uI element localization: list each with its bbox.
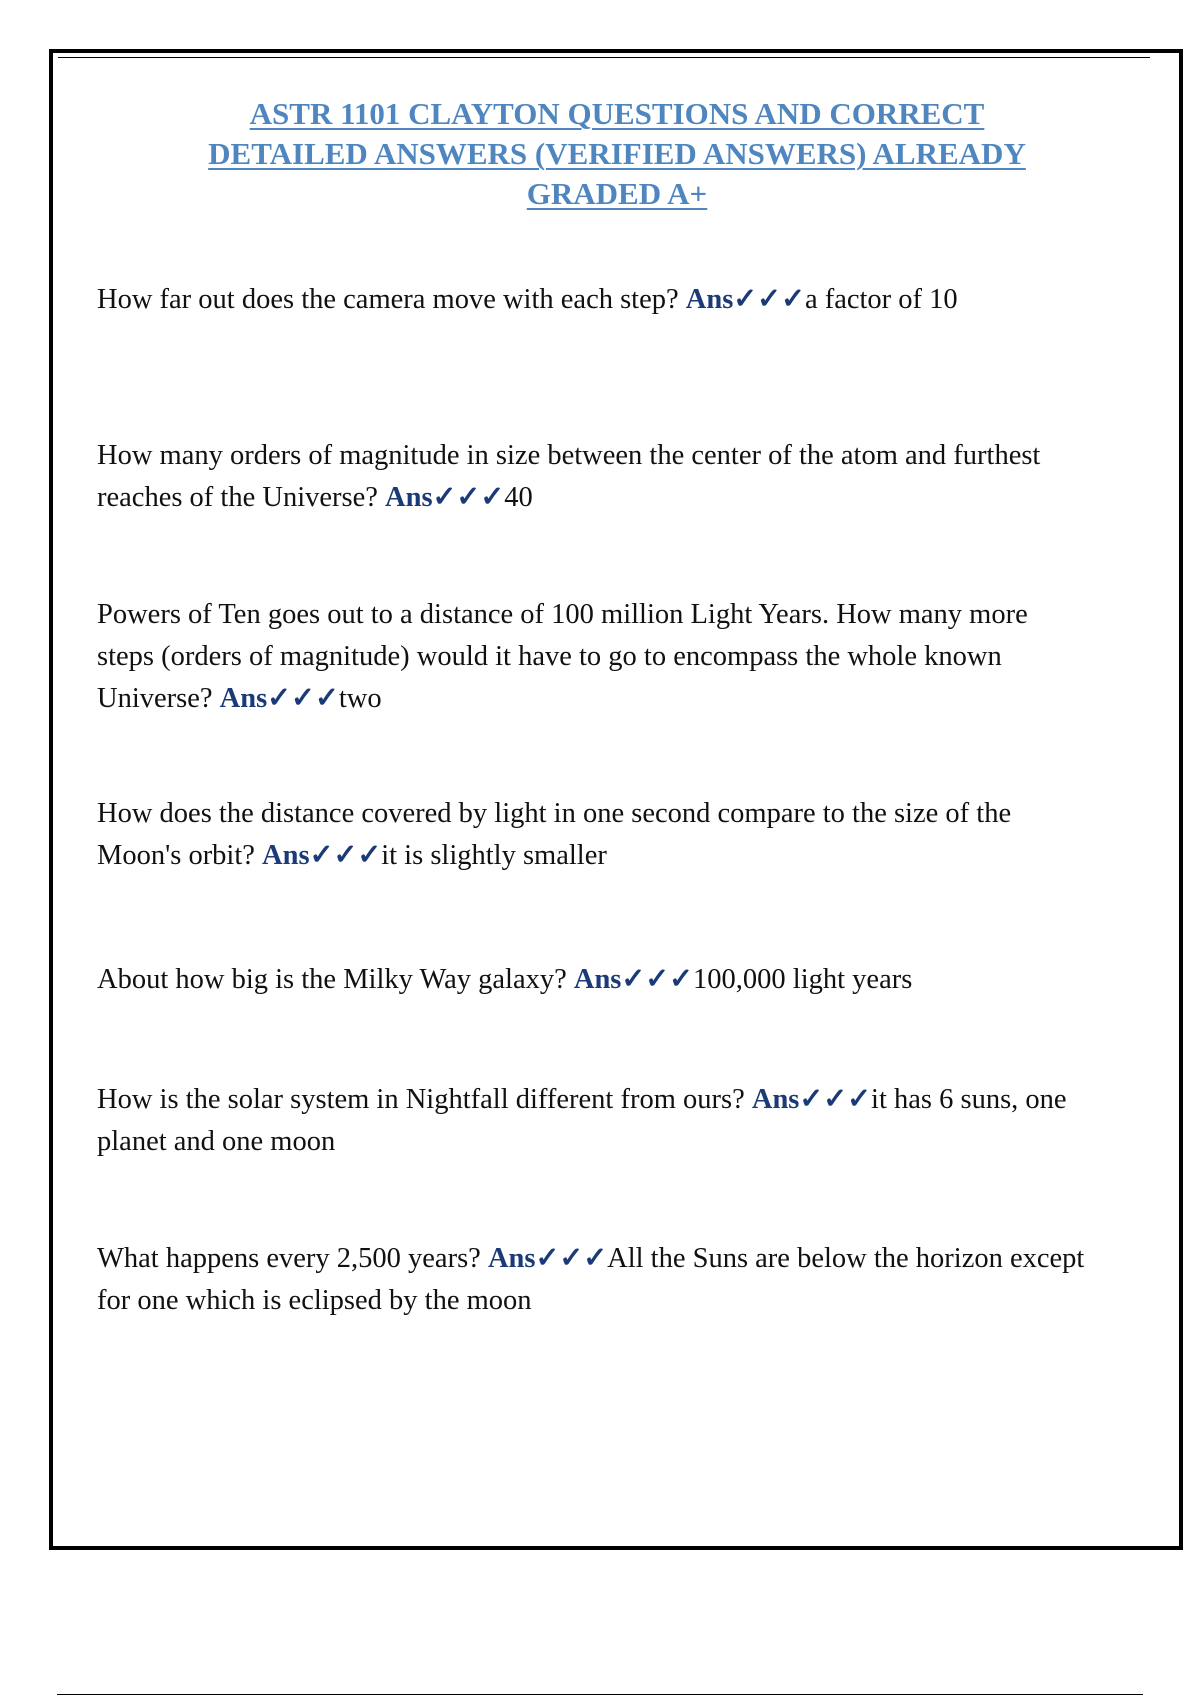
question-text: What happens every 2,500 years? xyxy=(97,1243,481,1274)
qa-item xyxy=(97,594,1087,720)
title-line: GRADED A+ xyxy=(526,176,708,211)
qa-item xyxy=(97,435,1087,519)
answer-marker: Ans✓✓✓ xyxy=(385,482,505,513)
answer-marker: Ans✓✓✓ xyxy=(262,840,382,871)
top-rule xyxy=(58,57,1150,58)
question-text: Powers of Ten goes out to a distance of 100 million Light Years. How many more steps (orders of magnitude) would it have to go to encompass the whole known Universe? xyxy=(97,599,1028,714)
qa-item xyxy=(97,1238,1087,1322)
question-text: How many orders of magnitude in size between the center of the atom and furthest reaches of the Universe? xyxy=(97,440,1041,513)
document-title xyxy=(100,94,1134,214)
answer-text: it is slightly smaller xyxy=(381,840,607,871)
answer-text: a factor of 10 xyxy=(804,284,958,315)
answer-text: 100,000 light years xyxy=(693,964,913,995)
answer-marker: Ans✓✓✓ xyxy=(487,1243,608,1274)
qa-item xyxy=(97,279,1087,321)
answer-marker: Ans✓✓✓ xyxy=(573,964,694,995)
answer-marker: Ans✓✓✓ xyxy=(751,1084,872,1115)
question-text: How is the solar system in Nightfall different from ours? xyxy=(97,1084,745,1115)
qa-item xyxy=(97,959,1087,1001)
answer-text: two xyxy=(338,683,382,714)
qa-item xyxy=(97,793,1087,877)
qa-item xyxy=(97,1079,1087,1163)
answer-text: All the Suns are below the horizon except for one which is eclipsed by the moon xyxy=(97,1243,1085,1316)
title-line: ASTR 1101 CLAYTON QUESTIONS AND CORRECT xyxy=(249,96,985,131)
answer-text: 40 xyxy=(504,482,533,513)
footer-rule xyxy=(57,1694,1143,1695)
question-text: How does the distance covered by light in one second compare to the size of the Moon's orbit? xyxy=(97,798,1012,871)
answer-marker: Ans✓✓✓ xyxy=(219,683,339,714)
question-text: How far out does the camera move with each step? xyxy=(97,284,679,315)
question-text: About how big is the Milky Way galaxy? xyxy=(97,964,567,995)
answer-text: it has 6 suns, one planet and one moon xyxy=(97,1084,1067,1157)
title-line: DETAILED ANSWERS (VERIFIED ANSWERS) ALREADY xyxy=(208,136,1026,171)
answer-marker: Ans✓✓✓ xyxy=(685,284,805,315)
